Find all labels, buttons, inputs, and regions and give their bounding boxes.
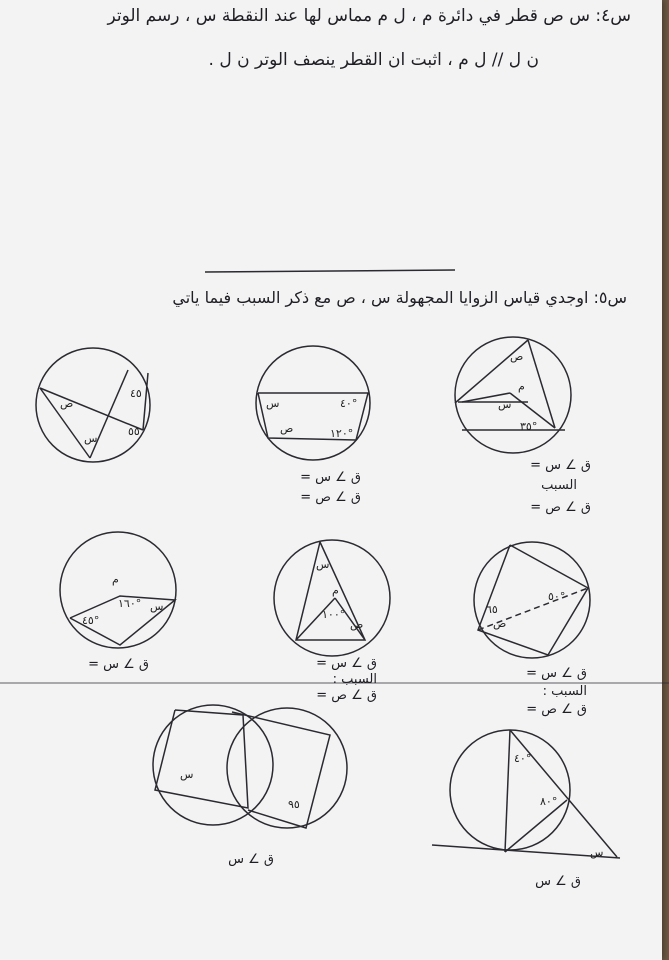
f2-label-a: س <box>266 397 280 410</box>
f6-label-b: ص <box>493 617 507 630</box>
question-1-line-1: س٤: س ص قطر في دائرة م ، ل م مماس لها عند النقطة س ، رسم الوتر <box>107 6 631 26</box>
answer-2-y: ق ∠ ص = <box>300 490 361 505</box>
answer-1-x: ق ∠ س = <box>530 458 591 473</box>
f3-label-b: ٤٥ <box>130 387 142 400</box>
f6-label-a: ٦٥ <box>486 603 498 616</box>
f7-label-a: ٤٠° <box>514 752 532 765</box>
figure-6 <box>474 542 590 658</box>
f7-label-c: س <box>590 846 604 859</box>
answer-4-x: ق ∠ س = <box>88 657 149 672</box>
f5-label-c: ١٠٠° <box>322 608 346 621</box>
answer-8-x: ق ∠ س <box>228 852 274 867</box>
f5-label-b: م <box>332 584 339 597</box>
f3-label-d: س <box>84 432 98 445</box>
f1-label-d: س <box>498 398 512 411</box>
f2-label-c: ٤٠° <box>340 397 358 410</box>
f5-label-a: س <box>316 558 330 571</box>
separator-line <box>205 270 455 272</box>
answer-5-x: ق ∠ س = <box>316 656 377 671</box>
question-1-line-2: ن ل // ل م ، اثبت ان القطر ينصف الوتر ن ل . <box>208 50 539 70</box>
f4-label-c: ٤٥° <box>82 614 100 627</box>
f6-label-c: ٥٠° <box>548 590 566 603</box>
f4-label-b: ١٦٠° <box>118 597 142 610</box>
answer-2-x: ق ∠ س = <box>300 470 361 485</box>
f3-label-c: ٥٥ <box>128 425 140 438</box>
f3-label-a: ص <box>60 397 74 410</box>
f1-label-b: م <box>518 380 525 393</box>
figure-8 <box>153 705 347 828</box>
f5-label-d: ص <box>350 618 364 631</box>
question-2-prompt: س٥: اوجدي قياس الزوايا المجهولة س ، ص مع ذكر السبب فيما ياتي <box>172 288 627 307</box>
f1-label-a: ص <box>510 350 524 363</box>
figure-7 <box>432 730 620 858</box>
answer-7-x: ق ∠ س <box>535 874 581 889</box>
answer-5-reason: السبب : <box>332 672 377 687</box>
answer-1-y: ق ∠ ص = <box>530 500 591 515</box>
answer-1-reason: السبب <box>541 478 577 493</box>
f4-label-d: س <box>150 600 164 613</box>
f1-label-c: ٣٥° <box>520 420 538 433</box>
f7-label-b: ٨٠° <box>540 795 558 808</box>
figure-4 <box>60 532 176 648</box>
f2-label-d: ١٢٠° <box>330 427 354 440</box>
f8-label-a: س <box>180 768 194 781</box>
f8-label-b: ٩٥ <box>288 798 300 811</box>
f4-label-a: م <box>112 573 119 586</box>
answer-6-y: ق ∠ ص = <box>526 702 587 717</box>
answer-6-reason: السبب : <box>542 684 587 699</box>
figure-5 <box>274 540 390 656</box>
answer-6-x: ق ∠ س = <box>526 666 587 681</box>
f2-label-b: ص <box>280 422 294 435</box>
answer-5-y: ق ∠ ص = <box>316 688 377 703</box>
